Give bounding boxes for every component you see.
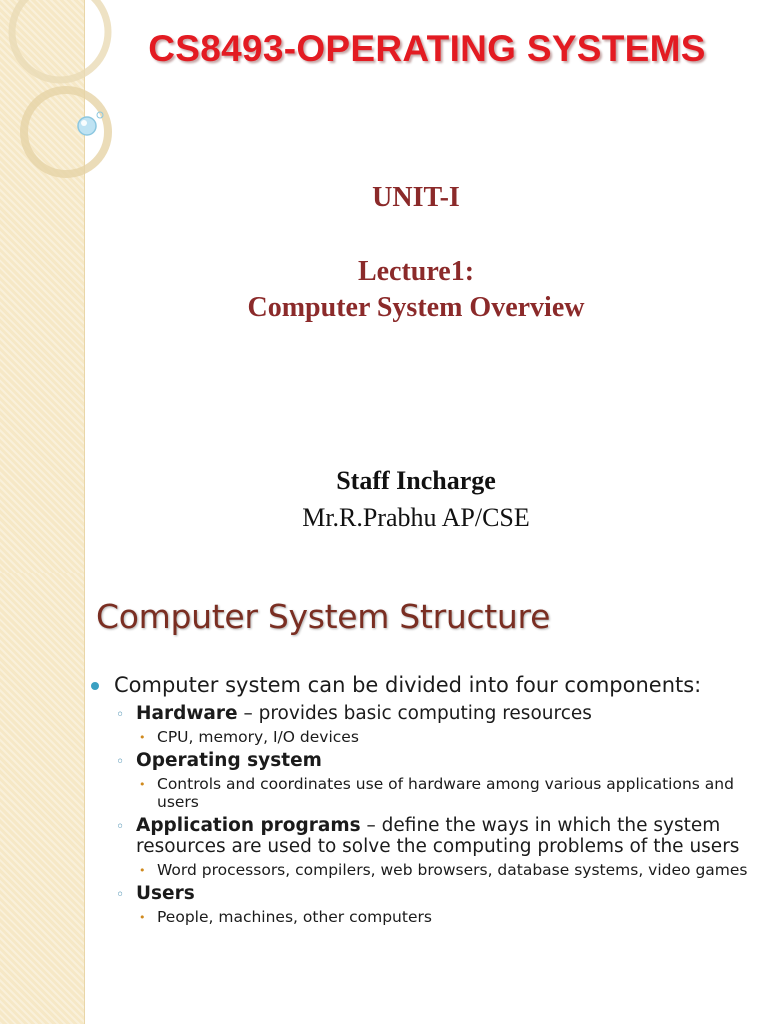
slide-title: Computer System Structure: [96, 597, 551, 636]
content-slide: [0, 573, 768, 1024]
bullet-ring-icon: ◦: [116, 754, 125, 770]
bullet-small-icon: •: [139, 864, 146, 877]
list-item-os: ◦ Operating system: [116, 750, 322, 771]
unit-heading: UNIT-I: [372, 182, 460, 213]
list-item-users: ◦ Users: [116, 883, 195, 904]
bullet-dot-icon: [91, 682, 99, 690]
list-item-apps: ◦ Application programs – define the ways in which the system resources are used to solve the computing problems of the users: [116, 815, 740, 857]
bullet-ring-icon: ◦: [116, 819, 125, 835]
decorative-side-strip: [0, 573, 85, 1024]
lecture-subtitle: Computer System Overview: [247, 292, 585, 323]
list-item-hardware: ◦ Hardware – provides basic computing resources: [116, 703, 592, 724]
bullet-ring-icon: ◦: [116, 707, 125, 723]
bullet-small-icon: •: [139, 911, 146, 924]
staff-name: Mr.R.Prabhu AP/CSE: [302, 503, 530, 532]
list-item: • Controls and coordinates use of hardware among various applications and users: [139, 775, 734, 811]
bullet-ring-icon: ◦: [116, 887, 125, 903]
list-item: • CPU, memory, I/O devices: [139, 728, 359, 746]
list-item: Computer system can be divided into four components:: [86, 673, 766, 697]
list-item: • People, machines, other computers: [139, 908, 432, 926]
bullet-small-icon: •: [139, 778, 146, 791]
lecture-heading: Lecture1:: [357, 256, 475, 287]
list-item: • Word processors, compilers, web browsers, database systems, video games: [139, 861, 748, 879]
bullet-small-icon: •: [139, 731, 146, 744]
course-title: CS8493-OPERATING SYSTEMS: [148, 28, 706, 69]
staff-label: Staff Incharge: [336, 466, 496, 495]
bullet-list: [86, 673, 766, 926]
